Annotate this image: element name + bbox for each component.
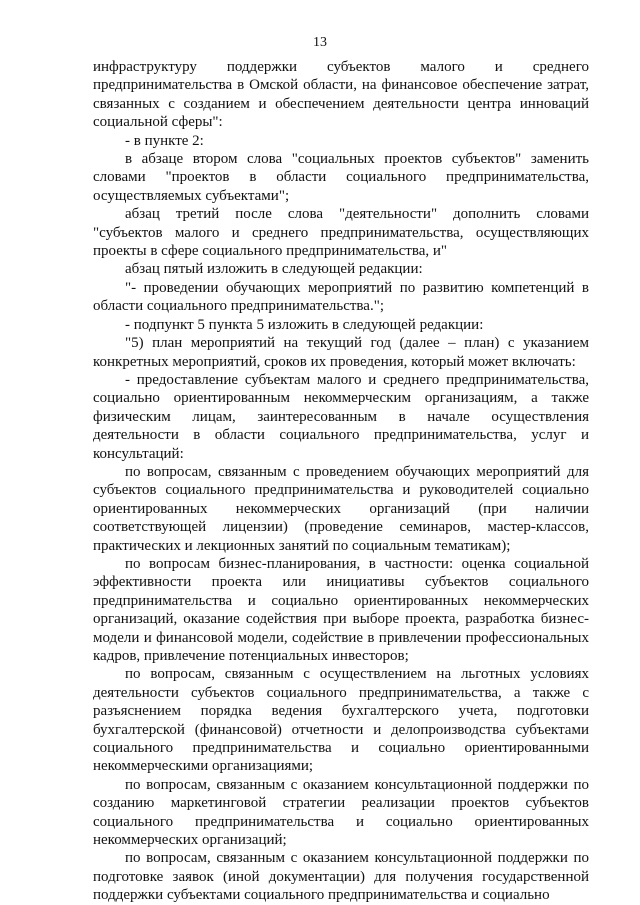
paragraph: инфраструктуру поддержки субъектов малого и среднего предпринимательства в Омской области, на финансовое обеспечение затрат, связанных с созданием и обеспечением деятельности центра инноваций социальной сферы": bbox=[93, 59, 589, 131]
page-number: 13 bbox=[313, 35, 327, 50]
paragraph: - в пункте 2: bbox=[125, 132, 204, 149]
paragraph: по вопросам бизнес-планирования, в частности: оценка социальной эффективности проекта или инициативы субъектов социального предпринимательства и социально ориентированных некоммерческих организаций, оказание содействия при выборе проекта, разработка бизнес-модели и финансовой модели, содействие в привлечении профессиональных кадров, привлечение потенциальных инвесторов; bbox=[93, 555, 589, 664]
paragraph: абзац третий после слова "деятельности" дополнить словами "субъектов малого и среднего предпринимательства, осуществляющих проекты в сфере социального предпринимательства, и" bbox=[93, 206, 589, 260]
paragraph: "- проведении обучающих мероприятий по развитию компетенций в области социального предпринимательства."; bbox=[93, 279, 589, 315]
paragraph: "5) план мероприятий на текущий год (далее – план) с указанием конкретных мероприятий, сроков их проведения, который может включать: bbox=[93, 335, 589, 370]
paragraph: по вопросам, связанным с оказанием консультационной поддержки по подготовке заявок (иной документации) для получения государственной поддержки субъектами социального предпринимательства и социально bbox=[93, 850, 589, 904]
paragraph: по вопросам, связанным с оказанием консультационной поддержки по созданию маркетинговой стратегии реализации проектов субъектов социального предпринимательства и социально ориентированных некоммерческих организаций; bbox=[93, 776, 589, 849]
paragraph: по вопросам, связанным с осуществлением на льготных условиях деятельности субъектов социального предпринимательства, а также с разъяснением порядка ведения бухгалтерского учета, подготовки бухгалтерской (финансовой) отчетности и делопроизводства субъектами социального предпринимательства и социально ориентированными некоммерческими организациями; bbox=[93, 666, 589, 775]
paragraph: в абзаце втором слова "социальных проектов субъектов" заменить словами "проектов в области социального предпринимательства, осуществляемых субъектами"; bbox=[93, 151, 589, 204]
paragraph: абзац пятый изложить в следующей редакции: bbox=[125, 261, 423, 278]
paragraph: по вопросам, связанным с проведением обучающих мероприятий для субъектов социального предпринимательства и руководителей социально ориентированных некоммерческих организаций (при наличии соответствующей лицензии) (проведение семинаров, мастер-классов, практических и лекционных занятий по социальным тематикам); bbox=[93, 463, 589, 554]
document-body bbox=[93, 58, 589, 905]
paragraph: - подпункт 5 пункта 5 изложить в следующей редакции: bbox=[125, 316, 484, 333]
paragraph: - предоставление субъектам малого и среднего предпринимательства, социально ориентированным некоммерческим организациям, а также физическим лицам, заинтересованным в начале осуществления деятельности в области социального предпринимательства, услуг и консультаций: bbox=[93, 371, 589, 462]
